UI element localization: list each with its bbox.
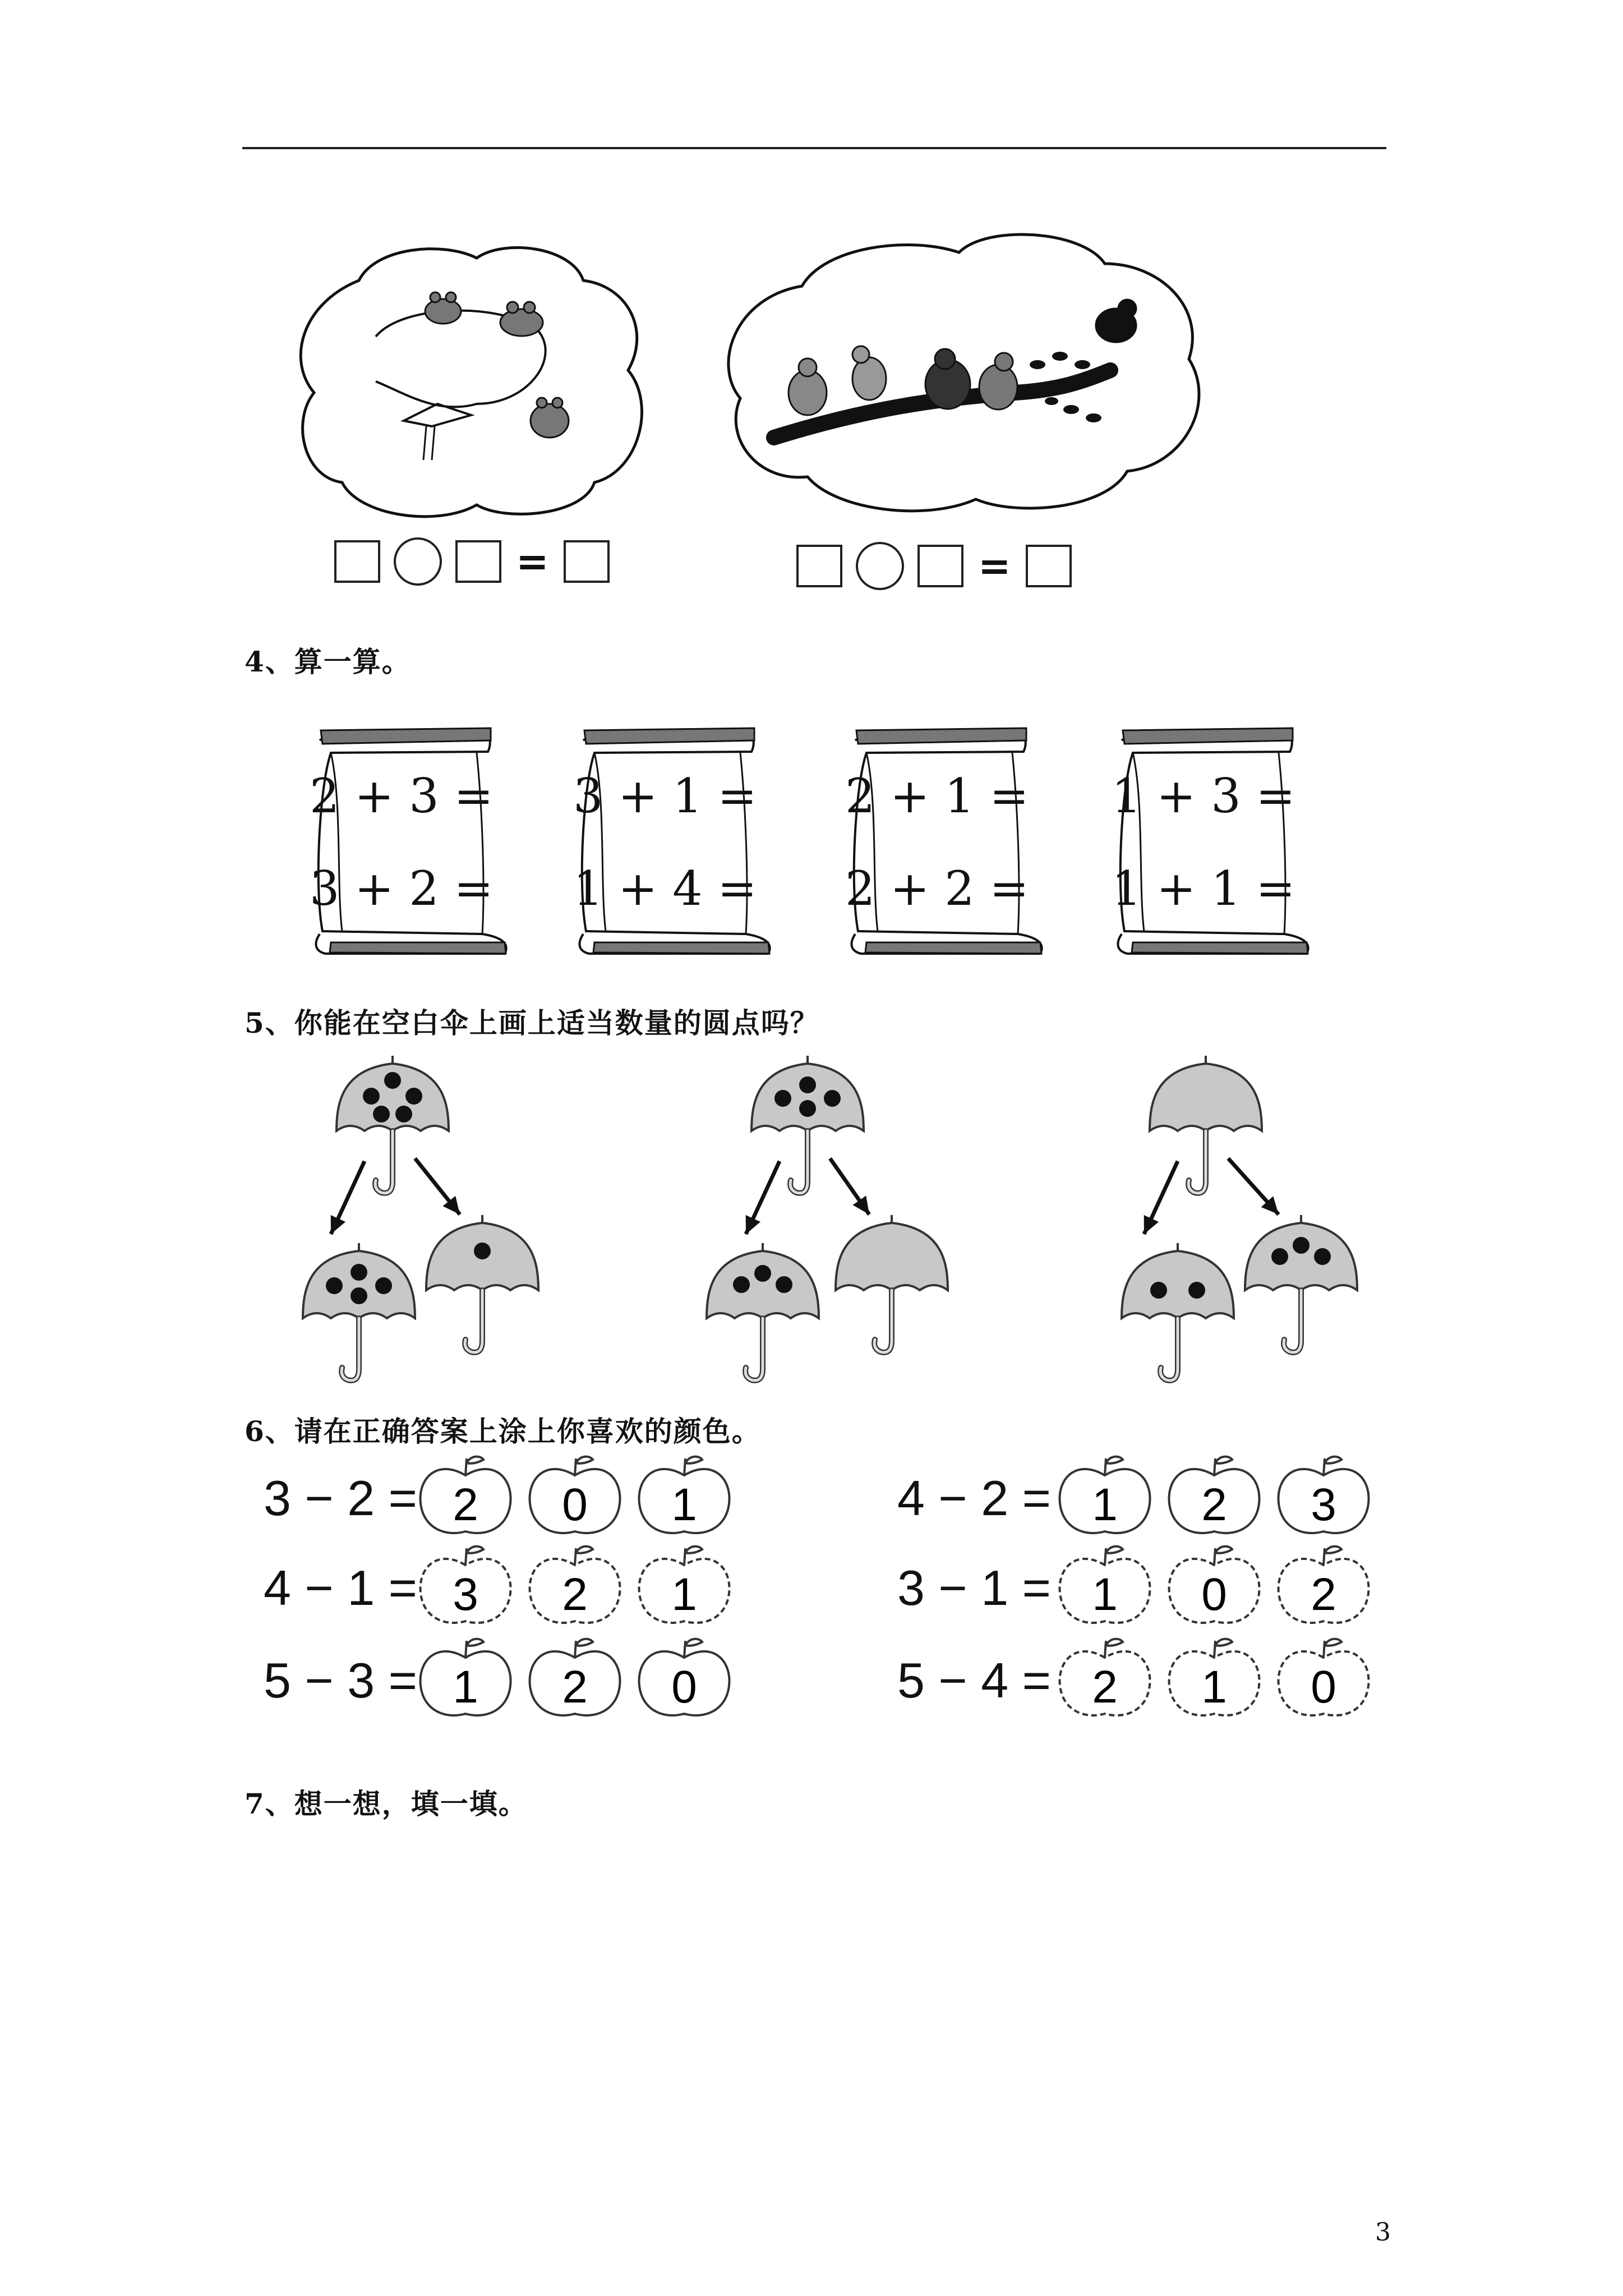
umbrella-dot — [1150, 1282, 1167, 1299]
fruit-answer-option[interactable] — [1164, 1630, 1265, 1725]
fruit-answer-option[interactable] — [415, 1447, 516, 1543]
fruit-answer-number: 0 — [1201, 1569, 1227, 1620]
fruit-answer-number: 1 — [1092, 1479, 1118, 1530]
scroll-outline — [561, 718, 796, 959]
bottom-left-umbrella — [707, 1243, 819, 1381]
frog-equation-slots — [334, 537, 610, 586]
question-6-title: 6、请在正确答案上涂上你喜欢的颜色。 — [245, 1415, 761, 1448]
bottom-right-umbrella — [1245, 1215, 1357, 1352]
fruit-answer-option[interactable] — [415, 1537, 516, 1632]
umbrella-dot — [776, 1276, 792, 1293]
umbrella-dot — [1293, 1237, 1310, 1254]
scroll-equation: 3 + 1 = — [573, 769, 757, 823]
arrow-icon — [415, 1158, 460, 1214]
frog-cloud-picture — [292, 236, 656, 527]
fruit-answer-number: 0 — [1311, 1662, 1336, 1713]
fruit-answer-option[interactable] — [1164, 1447, 1265, 1543]
umbrella-dot — [395, 1106, 412, 1122]
fruit-answer-option[interactable] — [1273, 1630, 1374, 1725]
fruit-answer-option[interactable] — [415, 1630, 516, 1725]
umbrella-dot — [774, 1090, 791, 1107]
umbrella-dot — [373, 1106, 390, 1122]
subtraction-expression: 4 − 1 = — [264, 1560, 418, 1616]
header-rule — [242, 147, 1386, 149]
fruit-answer-option[interactable] — [634, 1447, 735, 1543]
arrow-icon — [830, 1158, 869, 1214]
umbrella-dot — [351, 1287, 367, 1304]
fruit-answer-option[interactable] — [524, 1447, 625, 1543]
scroll-equation: 2 + 3 = — [310, 769, 494, 823]
fruit-answer-option[interactable] — [524, 1630, 625, 1725]
umbrella-dot — [405, 1088, 422, 1105]
fruit-answer-number: 2 — [453, 1479, 478, 1530]
umbrella-dot — [1314, 1248, 1331, 1265]
arrow-icon — [331, 1161, 365, 1234]
scroll-card — [833, 718, 1068, 959]
umbrella-diagram — [0, 1043, 1623, 1402]
bottom-left-umbrella — [1122, 1243, 1234, 1381]
fruit-answer-number: 1 — [671, 1479, 697, 1530]
fruit-answer-number: 0 — [671, 1662, 697, 1713]
question-4-title: 4、算一算。 — [245, 645, 411, 678]
bottom-right-umbrella — [836, 1215, 948, 1352]
scroll-equation: 1 + 4 = — [573, 861, 757, 916]
subtraction-expression: 4 − 2 = — [897, 1470, 1052, 1526]
question-7-title: 7、想一想，填一填。 — [245, 1787, 528, 1820]
scroll-outline — [1099, 718, 1335, 959]
scroll-card — [297, 718, 533, 959]
top-umbrella — [336, 1056, 449, 1193]
scroll-outline — [297, 718, 533, 959]
arrow-icon — [1144, 1161, 1178, 1234]
scroll-card — [561, 718, 796, 959]
scroll-equation: 3 + 2 = — [310, 861, 494, 916]
page-number: 3 — [1375, 2218, 1391, 2247]
scroll-card — [1099, 718, 1335, 959]
scroll-outline — [833, 718, 1068, 959]
subtraction-expression: 5 − 4 = — [897, 1653, 1052, 1708]
fruit-answer-option[interactable] — [1273, 1537, 1374, 1632]
fruit-answer-option[interactable] — [634, 1630, 735, 1725]
fruit-answer-number: 0 — [562, 1479, 588, 1530]
bottom-left-umbrella — [303, 1243, 415, 1381]
subtraction-expression: 3 − 1 = — [897, 1560, 1052, 1616]
umbrella-dot — [799, 1076, 816, 1093]
umbrella-dot — [375, 1277, 392, 1294]
fruit-answer-number: 2 — [1092, 1662, 1118, 1713]
fruit-answer-number: 3 — [1311, 1479, 1336, 1530]
fruit-answer-number: 2 — [562, 1569, 588, 1620]
fruit-answer-option[interactable] — [1164, 1537, 1265, 1632]
scroll-equation: 1 + 3 = — [1112, 769, 1295, 823]
umbrella-dot — [474, 1243, 491, 1259]
answer-box[interactable] — [796, 545, 842, 587]
fruit-answer-number: 2 — [562, 1662, 588, 1713]
answer-box[interactable] — [564, 540, 610, 583]
answer-box[interactable] — [334, 540, 380, 583]
top-umbrella — [751, 1056, 864, 1193]
fruit-answer-number: 1 — [1092, 1569, 1118, 1620]
bird-cloud-picture — [723, 224, 1217, 527]
umbrella-dot — [754, 1265, 771, 1282]
umbrella-dot — [326, 1277, 343, 1294]
bottom-right-umbrella — [426, 1215, 538, 1352]
fruit-answer-option[interactable] — [634, 1537, 735, 1632]
answer-box[interactable] — [1026, 545, 1072, 587]
umbrella-dot — [351, 1264, 367, 1281]
fruit-answer-number: 3 — [453, 1569, 478, 1620]
answer-box[interactable] — [917, 545, 963, 587]
scroll-equation: 2 + 2 = — [845, 861, 1029, 916]
fruit-answer-number: 2 — [1201, 1479, 1227, 1530]
top-umbrella — [1150, 1056, 1262, 1193]
operator-circle[interactable] — [856, 542, 904, 590]
equals-sign: = — [516, 539, 549, 585]
fruit-answer-option[interactable] — [1054, 1447, 1155, 1543]
fruit-answer-number: 2 — [1311, 1569, 1336, 1620]
umbrella-dot — [1188, 1282, 1205, 1299]
question-5-title: 5、你能在空白伞上画上适当数量的圆点吗？ — [245, 1006, 819, 1039]
operator-circle[interactable] — [394, 537, 442, 586]
arrow-icon — [1228, 1158, 1279, 1214]
fruit-answer-number: 1 — [453, 1662, 478, 1713]
bird-equation-slots — [796, 542, 1072, 590]
answer-box[interactable] — [455, 540, 501, 583]
umbrella-dot — [824, 1090, 841, 1107]
fruit-answer-option[interactable] — [1054, 1630, 1155, 1725]
scroll-equation: 2 + 1 = — [845, 769, 1029, 823]
umbrella-dot — [363, 1088, 380, 1105]
umbrella-dot — [799, 1100, 816, 1117]
frog-cloud-outline — [301, 247, 642, 516]
umbrella-dot — [1271, 1248, 1288, 1265]
fruit-answer-option[interactable] — [1273, 1447, 1374, 1543]
subtraction-expression: 3 − 2 = — [264, 1470, 418, 1526]
scroll-equation: 1 + 1 = — [1112, 861, 1295, 916]
fruit-answer-number: 1 — [671, 1569, 697, 1620]
fruit-answer-option[interactable] — [524, 1537, 625, 1632]
umbrella-dot — [733, 1276, 750, 1293]
subtraction-expression: 5 − 3 = — [264, 1653, 418, 1708]
arrow-icon — [746, 1161, 780, 1234]
umbrella-dot — [384, 1072, 401, 1089]
equals-sign: = — [978, 543, 1011, 589]
fruit-answer-option[interactable] — [1054, 1537, 1155, 1632]
fruit-answer-number: 1 — [1201, 1662, 1227, 1713]
